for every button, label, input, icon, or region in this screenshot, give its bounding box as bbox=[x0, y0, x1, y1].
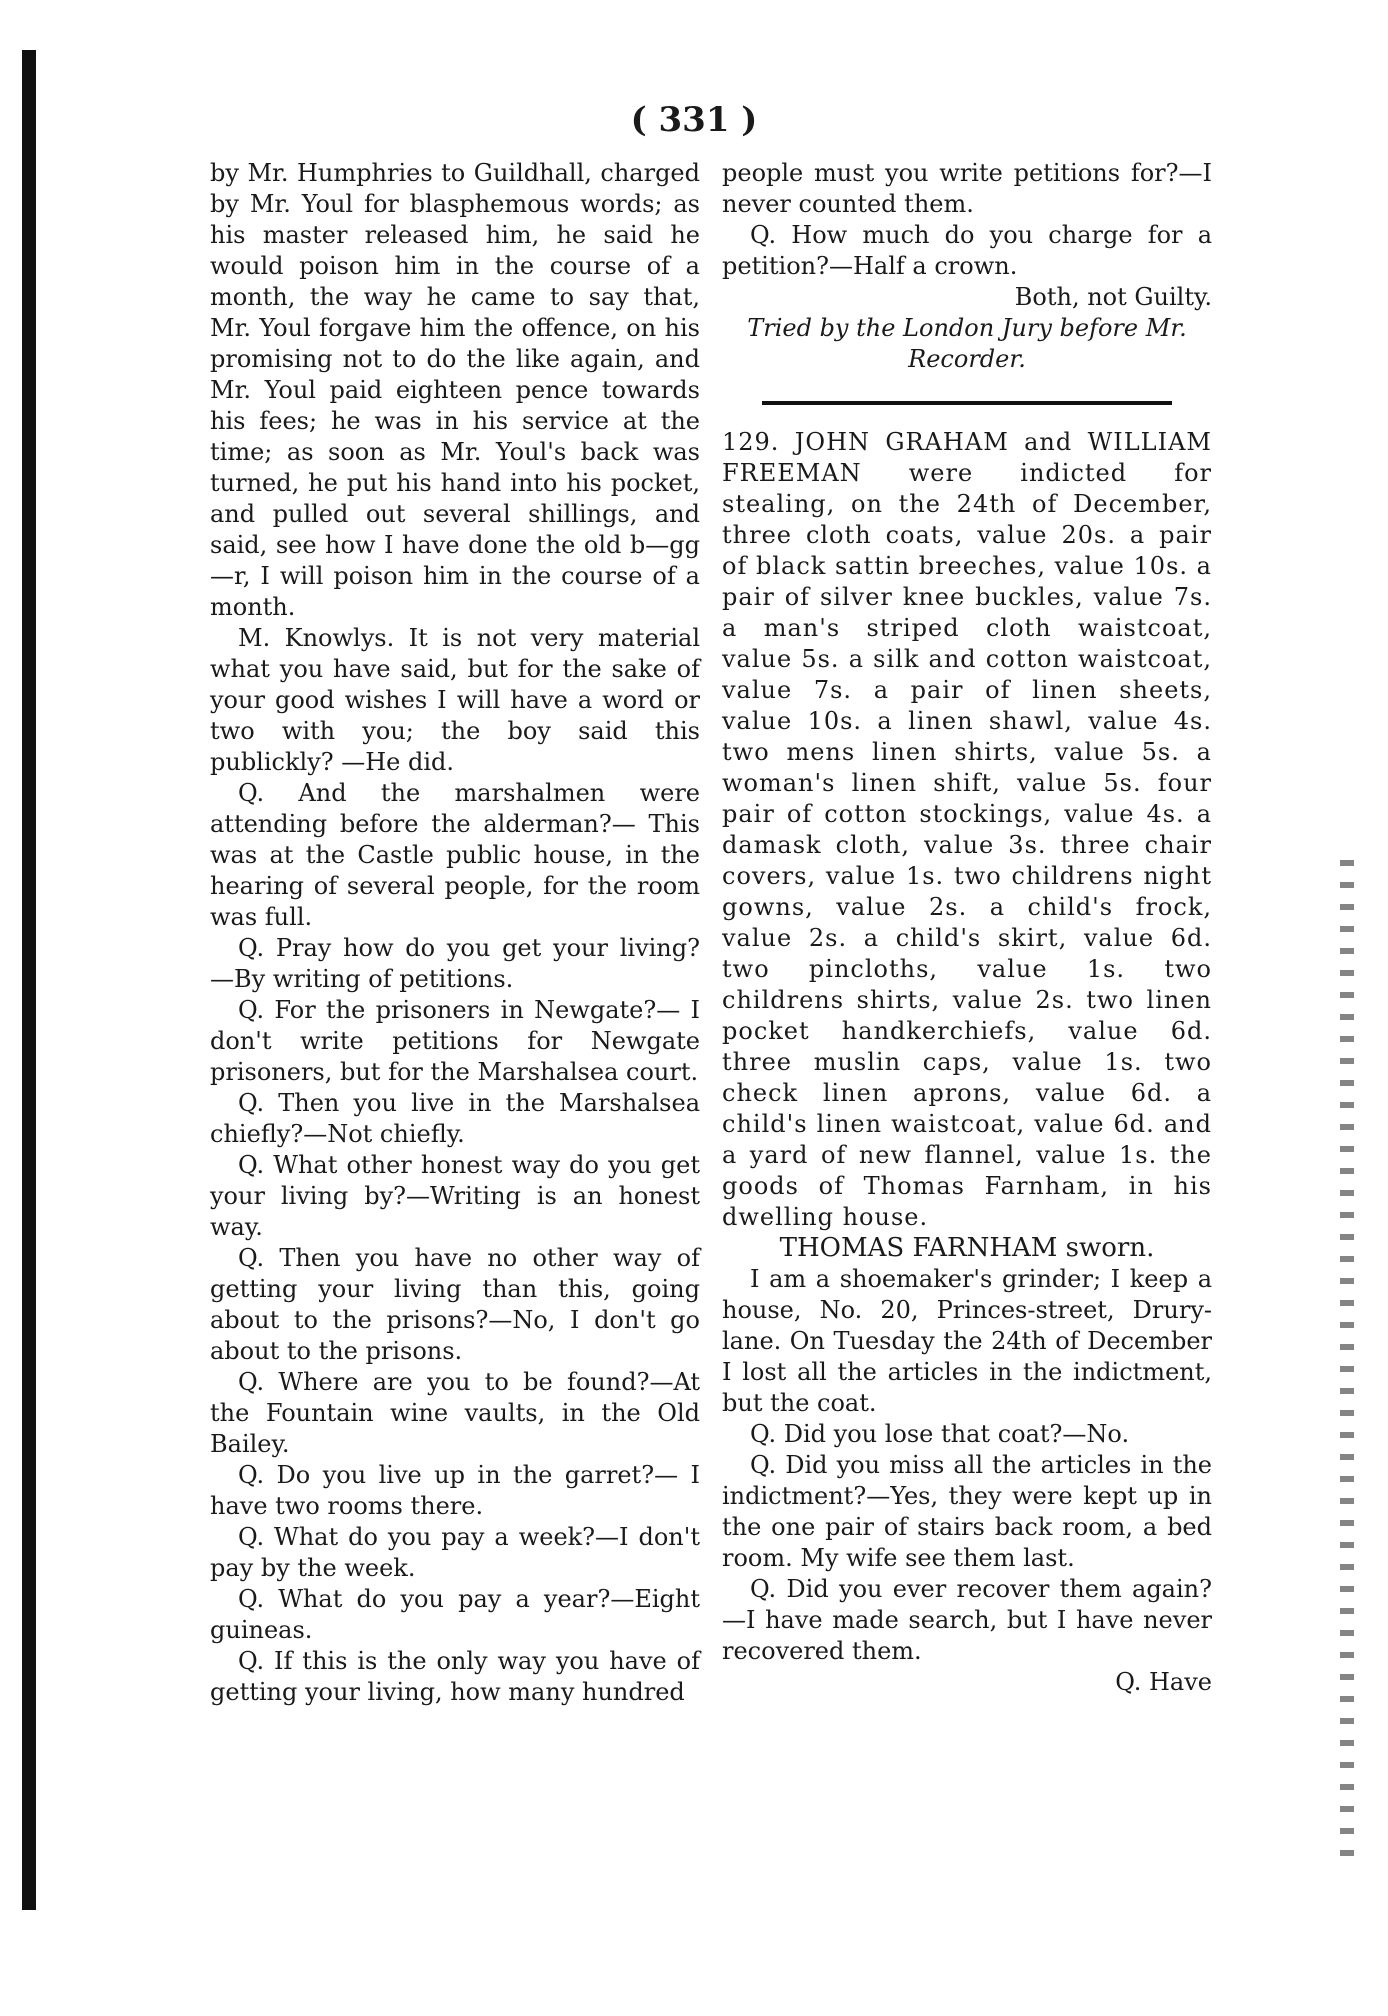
paragraph: Q. For the prisoners in Newgate?— I don't write petitions for Newgate prisoners, but for the Marshalsea court. bbox=[210, 996, 700, 1086]
tried-by: Tried by the London Jury before Mr. Recorder. bbox=[747, 314, 1187, 373]
page-edge-bar bbox=[22, 50, 36, 1910]
paragraph: Q. Pray how do you get your living? —By writing of petitions. bbox=[210, 934, 700, 993]
paragraph: Q. Do you live up in the garret?— I have two rooms there. bbox=[210, 1461, 700, 1520]
verdict: Both, not Guilty. bbox=[1014, 283, 1212, 311]
paragraph: Q. What do you pay a year?—Eight guineas. bbox=[210, 1585, 700, 1644]
right-column bbox=[722, 158, 1212, 1698]
section-divider bbox=[762, 401, 1172, 405]
paragraph: by Mr. Humphries to Guildhall, charged by Mr. Youl for blasphemous words; as his master released him, he said he would poison him in the course of a month, the way he came to say that, Mr. Youl forgave him the offence, on his promising not to do the like again, and Mr. Youl paid eighteen pence towards his fees; he was in his service at the time; as soon as Mr. Youl's back was turned, he put his hand into his pocket, and pulled out several shillings, and said, see how I have done the old b—gg—r, I will poison him in the course of a month. bbox=[210, 159, 700, 621]
paragraph: Q. Did you lose that coat?—No. bbox=[750, 1420, 1130, 1448]
witness-heading: THOMAS FARNHAM sworn. bbox=[779, 1233, 1155, 1263]
case-indictment: 129. JOHN GRAHAM and WILLIAM FREEMAN were indicted for stealing, on the 24th of December, three cloth coats, value 20s. a pair of black sattin breeches, value 10s. a pair of silver knee buckles, value 7s. a man's striped cloth waistcoat, value 5s. a silk and cotton waistcoat, value 7s. a pair of linen sheets, value 10s. a linen shawl, value 4s. two mens linen shirts, value 5s. a woman's linen shift, value 5s. four pair of cotton stockings, value 4s. a damask cloth, value 3s. three chair covers, value 1s. two childrens night gowns, value 2s. a child's frock, value 2s. a child's skirt, value 6d. two pincloths, value 1s. two childrens shirts, value 2s. two linen pocket handkerchiefs, value 6d. three muslin caps, value 1s. two check linen aprons, value 6d. a child's linen waistcoat, value 6d. and a yard of new flannel, value 1s. the goods of Thomas Farnham, in his dwelling house. bbox=[722, 428, 1212, 1231]
paragraph: Q. Where are you to be found?—At the Fountain wine vaults, in the Old Bailey. bbox=[210, 1368, 700, 1458]
paragraph: Q. Did you ever recover them again? —I have made search, but I have never recovered them. bbox=[722, 1575, 1212, 1665]
page-number: ( 331 ) bbox=[630, 100, 758, 140]
paragraph: Q. How much do you charge for a petition?—Half a crown. bbox=[722, 221, 1212, 280]
page-edge-marks bbox=[1340, 860, 1354, 1860]
paragraph: I am a shoemaker's grinder; I keep a house, No. 20, Princes-street, Drury-lane. On Tuesday the 24th of December I lost all the articles in the indictment, but the coat. bbox=[722, 1265, 1212, 1417]
paragraph: Q. And the marshalmen were attending before the alderman?— This was at the Castle public house, in the hearing of several people, for the room was full. bbox=[210, 779, 700, 931]
paragraph: Q. Did you miss all the articles in the indictment?—Yes, they were kept up in the one pair of stairs back room, a bed room. My wife see them last. bbox=[722, 1451, 1212, 1572]
paragraph: Q. What other honest way do you get your living by?—Writing is an honest way. bbox=[210, 1151, 700, 1241]
paragraph: Q. Then you have no other way of getting your living than this, going about to the prisons?—No, I don't go about to the prisons. bbox=[210, 1244, 700, 1365]
paragraph: people must you write petitions for?—I never counted them. bbox=[722, 159, 1212, 218]
left-column bbox=[210, 158, 700, 1708]
paragraph: Q. Then you live in the Marshalsea chiefly?—Not chiefly. bbox=[210, 1089, 700, 1148]
paragraph: Q. If this is the only way you have of getting your living, how many hundred bbox=[210, 1647, 700, 1706]
catchword: Q. Have bbox=[1115, 1668, 1212, 1696]
paragraph: Q. What do you pay a week?—I don't pay by the week. bbox=[210, 1523, 700, 1582]
paragraph: M. Knowlys. It is not very material what you have said, but for the sake of your good wishes I will have a word or two with you; the boy said this publickly? —He did. bbox=[210, 624, 700, 776]
